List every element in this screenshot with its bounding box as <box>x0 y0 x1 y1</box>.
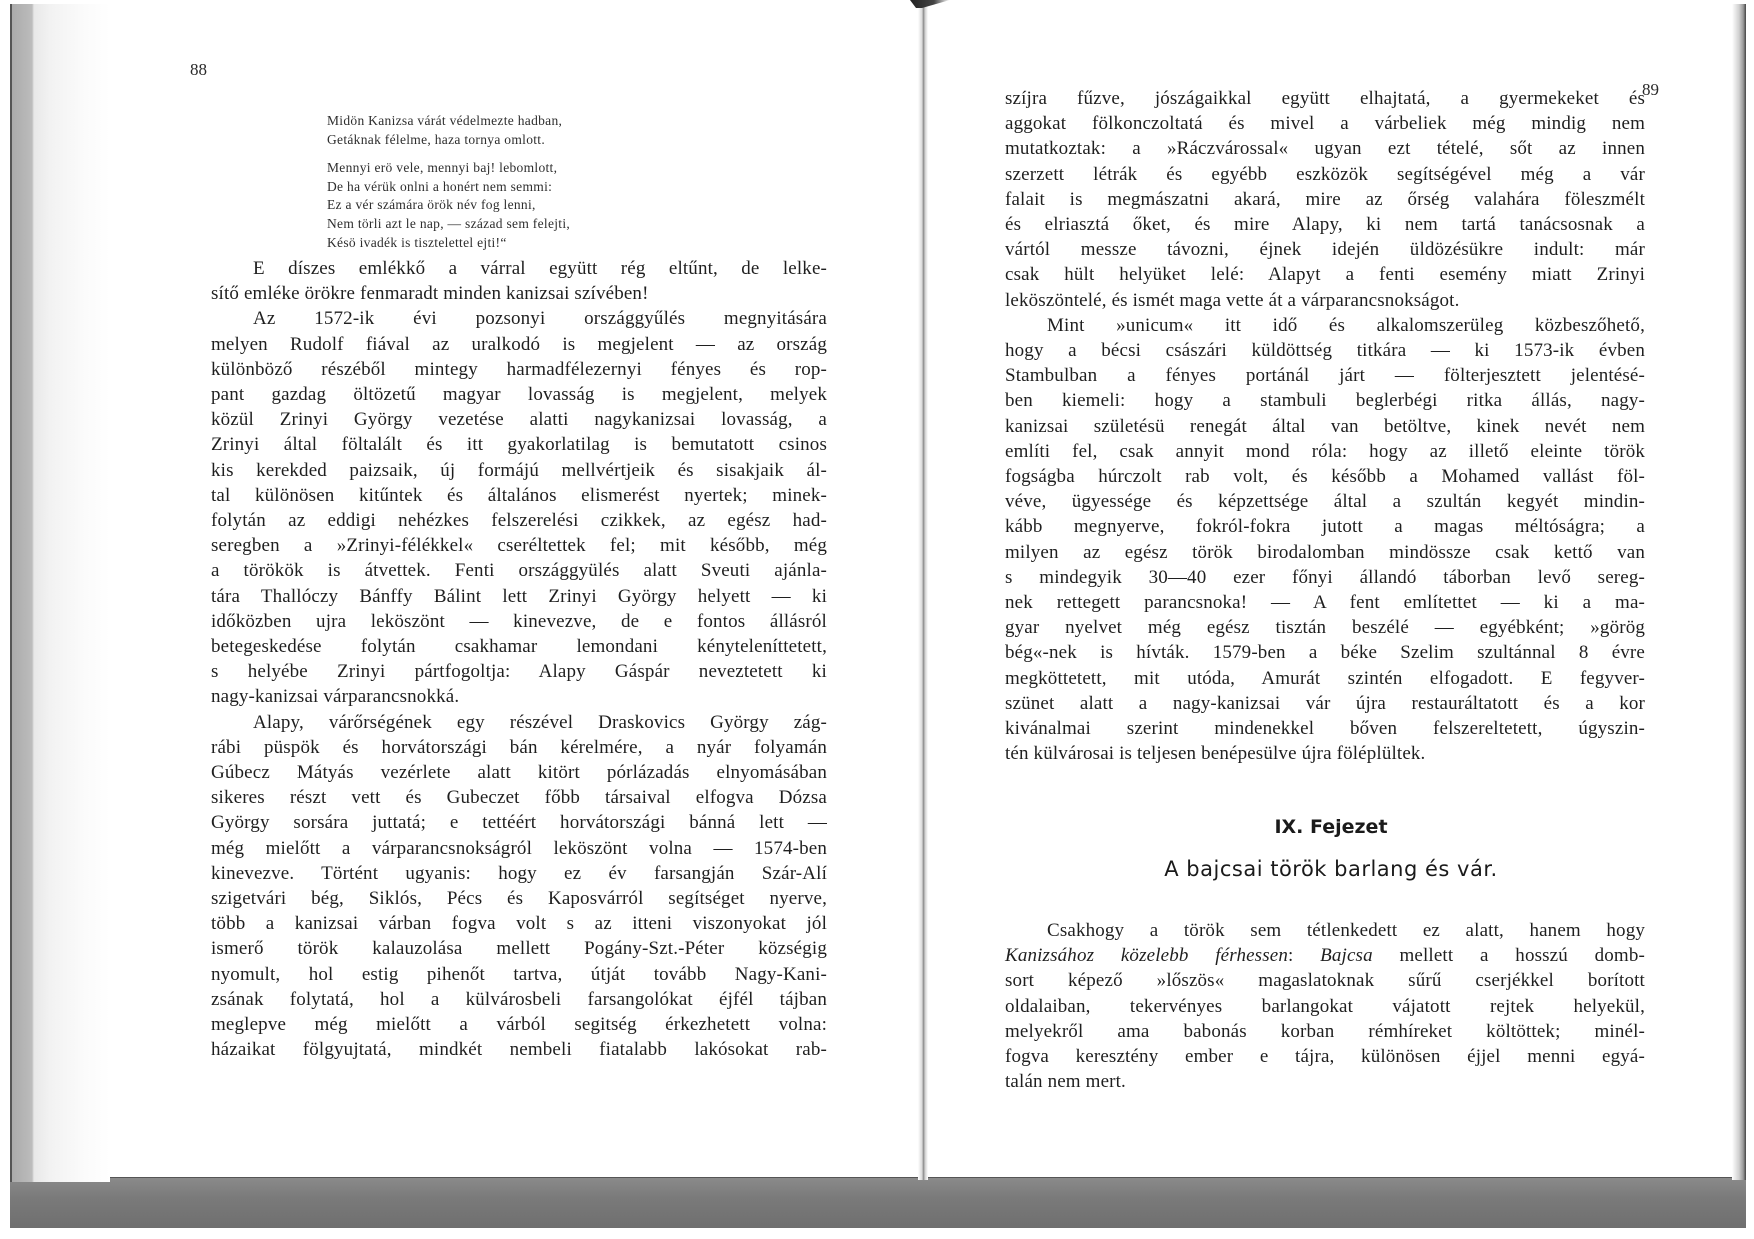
text-line: bég«-nek is hívták. 1579-ben a béke Szelim szultánnal 8 évre <box>1005 642 1645 664</box>
text-line: betegeskedése folytán csakhamar lemondani kényteleníttetett, <box>211 636 827 658</box>
text-line: kivánalmai szerint mindenekkel bőven felszereltetett, úgyszin- <box>1005 718 1645 740</box>
text-line: milyen az egész török birodalomban mindössze csak kettő van <box>1005 541 1645 563</box>
poem-stanza <box>327 112 747 149</box>
text-segment: : <box>1288 945 1321 967</box>
poem-line: De ha vérük onlni a honért nem semmi: <box>327 178 553 194</box>
text-line: Gúbecz Mátyás vezérlete alatt kitört pórlázadás elnyomásában <box>211 762 827 784</box>
text-line: sort képező »lőszös« magaslatoknak sűrű cserjékkel borított <box>1005 970 1645 992</box>
text-line: véve, ügyessége és képzettsége által a szultán kegyét mindin- <box>1005 491 1645 513</box>
text-line: Mint »unicum« itt idő és alkalomszerüleg közbeszőhető, <box>1047 314 1645 336</box>
text-line: Stambulban a fényes portánál járt — fölterjesztett jelentésé- <box>1005 365 1645 387</box>
page-stack-edge-left <box>10 4 110 1182</box>
page-stack-edge-right <box>1732 4 1746 1180</box>
poem-stanza <box>327 159 747 252</box>
text-line: oldalaiban, tekervényes barlangokat vájatott rejtek helyekül, <box>1005 995 1645 1017</box>
text-line: sikeres részt vett és Gubeczet főbb társaival elfogva Dózsa <box>211 787 827 809</box>
text-line: Az 1572-ik évi pozsonyi országgyűlés megnyitására <box>253 308 827 330</box>
text-line: nek rettegett parancsnoka! — A fent említettet — ki a ma- <box>1005 592 1645 614</box>
text-line: hogy a bécsi császári küldöttség titkára — ki 1573-ik évben <box>1005 340 1645 362</box>
text-line: szünet alatt a nagy-kanizsai vár újra restauráltatott és a kor <box>1005 692 1645 714</box>
text-line: leköszöntelé, és ismét maga vette át a várparancsnokságot. <box>1005 289 1460 311</box>
text-line: nagy-kanizsai várparancsnokká. <box>211 686 460 708</box>
text-line: György sorsára juttatá; e tettéért horvátországi bánná lett — <box>211 812 827 834</box>
text-line: aggokat fölkonczoltatá és mivel a várbeliek még mindig nem <box>1005 113 1645 135</box>
text-line: tal különösen kitűntek és általános elismerést nyertek; minek- <box>211 484 827 506</box>
body-text <box>1005 86 1645 766</box>
text-line: szerzett létrák és egyébb eszközök segítségével még a vár <box>1005 163 1645 185</box>
text-line: házaikat fölgyujtatá, mindkét nembeli fiatalabb lakósokat rab- <box>211 1039 827 1061</box>
text-line: melyen Rudolf fiával az uralkodó is megjelent — az ország <box>211 333 827 355</box>
text-line: zsának folytatá, hol a külvárosbeli farsangolókat éjfél tájban <box>211 988 827 1010</box>
text-line: tára Thallóczy Bánffy Bálint lett Zrinyi György helyett — ki <box>211 585 827 607</box>
text-line: pant gazdag öltözetű magyar lovasság is megjelent, melyek <box>211 384 827 406</box>
text-line: ben kiemeli: hogy a stambuli beglerbégi ritka állás, nagy- <box>1005 390 1645 412</box>
text-line: szíjra fűzve, jószágaikkal együtt elhajtatá, a gyermekeket és <box>1005 88 1645 109</box>
text-line: ismerő török kalauzolása mellett Pogány-Szt.-Péter községig <box>211 938 827 960</box>
text-line: Csakhogy a török sem tétlenkedett ez alatt, hanem hogy <box>1047 920 1645 941</box>
text-segment: mellett a hosszú domb- <box>1372 945 1645 967</box>
text-line: fogságba húrczolt rab volt, és később a Mohamed vallást föl- <box>1005 466 1645 488</box>
text-line: kinevezve. Történt ugyanis: hogy ez év farsangján Szár-Alí <box>211 862 827 884</box>
text-line: a törökök is átvettek. Fenti országgyülés alatt Sveuti ajánla- <box>211 560 827 582</box>
text-line: E díszes emlékkő a várral együtt rég eltűnt, de lelke- <box>253 258 827 279</box>
italic-text: Bajcsa <box>1320 945 1373 967</box>
poem-line: Nem törli azt le nap, — század sem felejti, <box>327 215 571 231</box>
text-line: említi fel, csak annyit mond róla: hogy az illető eleinte török <box>1005 440 1645 462</box>
body-text <box>211 256 827 1063</box>
text-line: kanizsai születésü renegát által van betöltve, kinek nevét nem <box>1005 415 1645 437</box>
text-line: nyomult, hol estig pihenőt tartva, útját tovább Nagy-Kani- <box>211 963 827 985</box>
chapter-body-text <box>1005 918 1645 1094</box>
text-line: s mindegyik 30—40 ezer főnyi állandó táborban levő sereg- <box>1005 566 1645 588</box>
text-line: meglepve még mielőtt a várból segitség érkezhetett volna: <box>211 1014 827 1036</box>
text-line: még mielőtt a várparancsnokságról leköszönt volna — 1574-ben <box>211 837 827 859</box>
text-line: szigetvári bég, Siklós, Pécs és Kaposvárról segítséget nyerve, <box>211 888 827 910</box>
poem-quotation <box>327 112 747 262</box>
text-line: gyar nyelvet még egész tisztán beszélé — egyébként; »görög <box>1005 617 1645 639</box>
text-line: rábi püspök és horvátországi bán kérelmére, a nyár folyamán <box>211 736 827 758</box>
page-number: 89 <box>1642 80 1659 99</box>
text-line: sítő emléke örökre fenmaradt minden kanizsai szívében! <box>211 283 649 305</box>
text-line: tén külvárosai is teljesen benépesülve újra föléplültek. <box>1005 743 1426 765</box>
text-line: fogva keresztény ember e tájra, különösen éjjel menni egyá- <box>1005 1046 1645 1068</box>
text-line: s helyébe Zrinyi pártfogoltja: Alapy Gáspár neveztetett ki <box>211 661 827 683</box>
text-line: közül Zrinyi György vezetése alatti nagykanizsai lovasság, a <box>211 409 827 431</box>
text-line: csak hült helyüket lelé: Alapyt a fenti esemény miatt Zrinyi <box>1005 264 1645 286</box>
chapter-title: A bajcsai török barlang és vár. <box>1164 857 1498 881</box>
text-line: és elriasztá őket, és mire Alapy, ki nem tartá tanácsosnak a <box>1005 214 1645 236</box>
poem-line: Ez a vér számára örök név fog lenni, <box>327 197 536 213</box>
text-line: különböző részéből mintegy harmadfélezernyi fényes és rop- <box>211 358 827 380</box>
page-number: 88 <box>190 60 207 79</box>
text-line: folytán az eddigi nehézkes felszerelési czikkek, az egész had- <box>211 510 827 532</box>
text-line: időközben ujra leköszönt — kinevezve, de e fontos állásról <box>211 610 827 632</box>
text-line: több a kanizsai várban fogva volt s az itteni viszonyokat jól <box>211 913 827 935</box>
right-page <box>928 0 1734 1178</box>
text-line: talán nem mert. <box>1005 1071 1126 1093</box>
book-gutter <box>918 0 928 1180</box>
text-line: Alapy, várőrségének egy részével Draskovics György zág- <box>253 711 827 733</box>
italic-text: Kanizsához közelebb férhessen <box>1005 945 1288 967</box>
text-line: falait is megmászatni akará, mire az őrség valahára föleszmélt <box>1005 188 1645 210</box>
text-line: kább megnyerve, fokról-fokra jutott a magas méltóságra; a <box>1005 516 1645 538</box>
chapter-number: IX. Fejezet <box>1274 816 1388 838</box>
text-line: seregben a »Zrinyi-félékkel« cseréltettek fel; mit később, még <box>211 535 827 557</box>
text-line: Zrinyi által föltalált és itt gyakorlatilag is bemutatott csinos <box>211 434 827 456</box>
poem-line: Mennyi erö vele, mennyi baj! lebomlott, <box>327 160 558 176</box>
left-page <box>110 0 918 1178</box>
text-line <box>1005 943 1645 968</box>
scanner-bed <box>10 1177 1746 1228</box>
text-line: mutatkoztak: a »Ráczvárossal« ugyan ezt tételé, sőt az innen <box>1005 138 1645 160</box>
text-line: vártól messze távozni, éjnek idején üldözésükre indult: már <box>1005 239 1645 261</box>
text-line: kis kerekded paizsaik, új formájú mellvértjeik és sisakjaik ál- <box>211 459 827 481</box>
text-line: melyekről ama babonás korban rémhíreket költöttek; minél- <box>1005 1020 1645 1042</box>
text-line: megköttetett, mit utóda, Amurát szintén elfogadott. E fegyver- <box>1005 667 1645 689</box>
poem-line: Getáknak félelme, haza tornya omlott. <box>327 131 546 147</box>
poem-line: Késö ivadék is tisztelettel ejti!“ <box>327 234 507 250</box>
poem-line: Midön Kanizsa várát védelmezte hadban, <box>327 113 563 128</box>
